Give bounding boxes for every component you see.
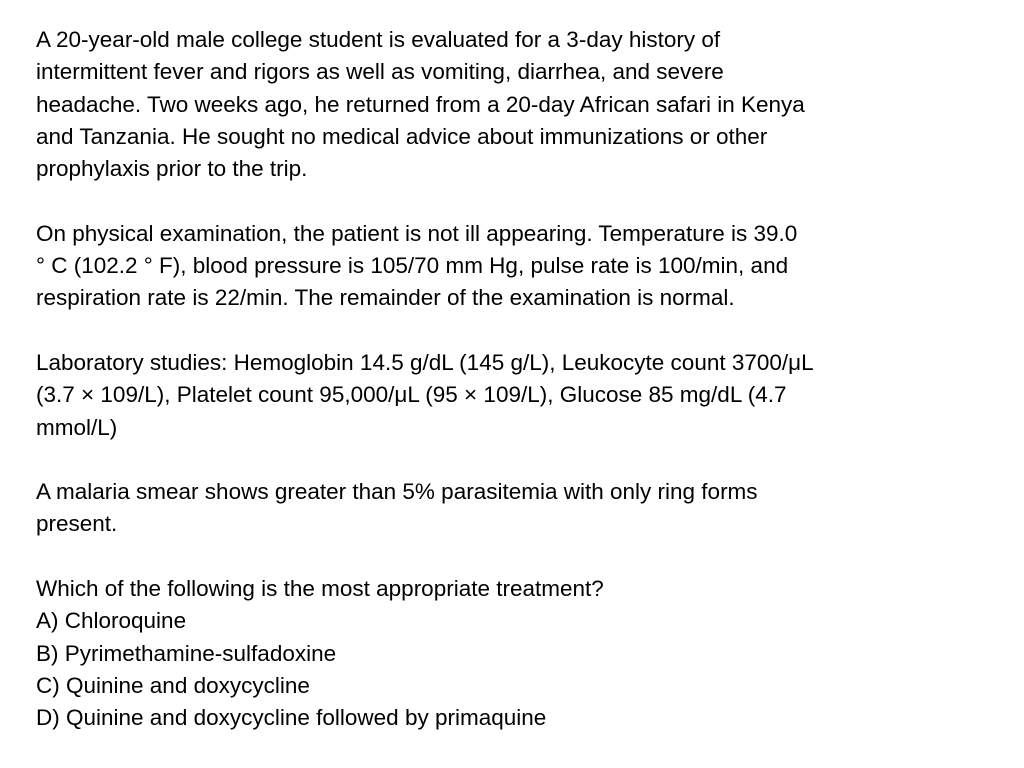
case-history-paragraph: A 20-year-old male college student is evaluated for a 3-day history of intermittent fever and rigors as well as vomiting, diarrhea, and severe headache. Two weeks ago, he returned from a 20-day African safari in Kenya and Tanzania. He sought no medical advice about immunizations or other prophylaxis prior to the trip. [36, 27, 805, 182]
question-stem: Which of the following is the most appropriate treatment? [36, 576, 604, 602]
question-slide [36, 24, 986, 735]
paragraph-spacer [36, 541, 986, 573]
physical-exam-paragraph: On physical examination, the patient is not ill appearing. Temperature is 39.0 ° C (102.2 ° F), blood pressure is 105/70 mm Hg, pulse rate is 100/min, and respiration rate is 22/min. The remainder of the examination is normal. [36, 220, 798, 311]
answer-option-b: B) Pyrimethamine-sulfadoxine [36, 640, 337, 666]
paragraph-spacer [36, 444, 986, 476]
lab-studies-paragraph: Laboratory studies: Hemoglobin 14.5 g/dL (145 g/L), Leukocyte count 3700/μL (3.7 × 109/L), Platelet count 95,000/μL (95 × 109/L), Glucose 85 mg/dL (4.7 mmol/L) [36, 349, 814, 440]
answer-option-c: C) Quinine and doxycycline [36, 672, 310, 698]
smear-result-paragraph: A malaria smear shows greater than 5% parasitemia with only ring forms present. [36, 479, 758, 537]
answer-option-d: D) Quinine and doxycycline followed by primaquine [36, 705, 547, 731]
paragraph-spacer [36, 185, 986, 217]
answer-option-a: A) Chloroquine [36, 608, 187, 634]
question-block [36, 573, 986, 734]
paragraph-spacer [36, 315, 986, 347]
